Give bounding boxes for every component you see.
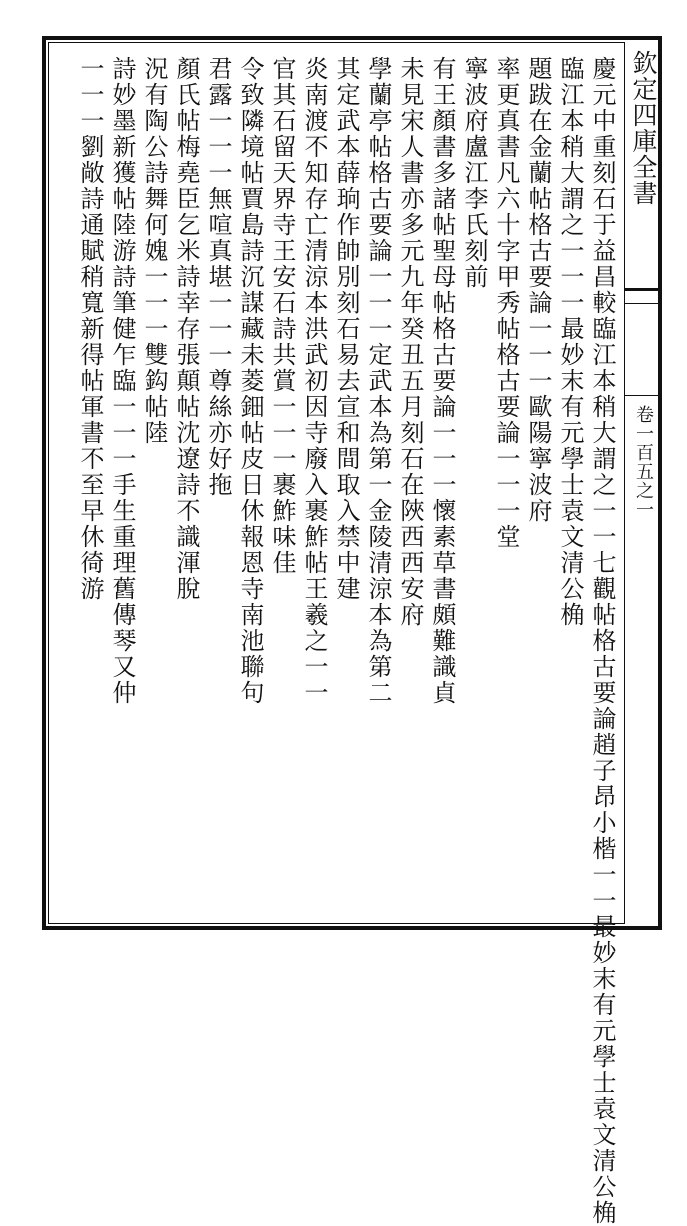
- text-column-5: 寧波府盧江李氏刻前: [460, 56, 488, 290]
- margin-divider-thin: [625, 303, 661, 304]
- text-column-3: 題跋在金蘭帖格古要論一一一歐陽寧波府: [524, 56, 552, 524]
- text-column-6: 有王顏書多諸帖聖母帖格古要論一一一懷素草書頗難識貞: [428, 56, 456, 706]
- text-column-9: 其定武本薛珦作帥別刻石易去宣和間取入禁中建: [332, 56, 360, 602]
- margin-divider-lower: [625, 395, 661, 396]
- text-column-16: 詩妙墨新獲帖陸游詩筆健乍臨一一一手生重理舊傳琴又仲: [108, 56, 136, 706]
- text-column-13: 君露一一一無喧真堪一一一尊絲亦好拖: [204, 56, 232, 498]
- text-column-1: 慶元中重刻石于益昌較臨江本稍大謂之一一七觀帖格古要論趙子昂小楷一一最妙末有元學士袁文清公桷: [588, 56, 616, 1226]
- text-column-2: 臨江本稍大謂之一一一最妙末有元學士袁文清公桷: [556, 56, 584, 628]
- volume-label: 卷一百五之一: [633, 405, 654, 519]
- text-column-8: 學蘭亭帖格古要論一一一定武本為第一金陵清涼本為第二: [364, 56, 392, 706]
- book-title: 欽定四庫全書: [629, 50, 658, 206]
- margin-divider: [625, 288, 661, 291]
- text-column-7: 未見宋人書亦多元九年癸丑五月刻石在陜西西安府: [396, 56, 424, 628]
- text-column-14: 顏氏帖梅堯臣乞米詩幸存張顛帖沈遼詩不識渾脫: [172, 56, 200, 602]
- text-column-12: 令致隣境帖賈島詩沉謀藏未菱鈿帖皮日休報恩寺南池聯句: [236, 56, 264, 706]
- text-column-17: 一一一劉敞詩通賦稍寬新得帖軍書不至早休徛游: [76, 56, 104, 602]
- text-column-11: 官其石留天界寺王安石詩共賞一一一裹鮓味佳: [268, 56, 296, 576]
- text-column-4: 率更真書凡六十字甲秀帖格古要論一一一堂: [492, 56, 520, 550]
- text-column-15: 況有陶公詩舞何媿一一一雙鈎帖陸: [140, 56, 168, 446]
- text-column-10: 炎南渡不知存亡清涼本洪武初因寺廢入裹鮓帖王羲之一一: [300, 56, 328, 706]
